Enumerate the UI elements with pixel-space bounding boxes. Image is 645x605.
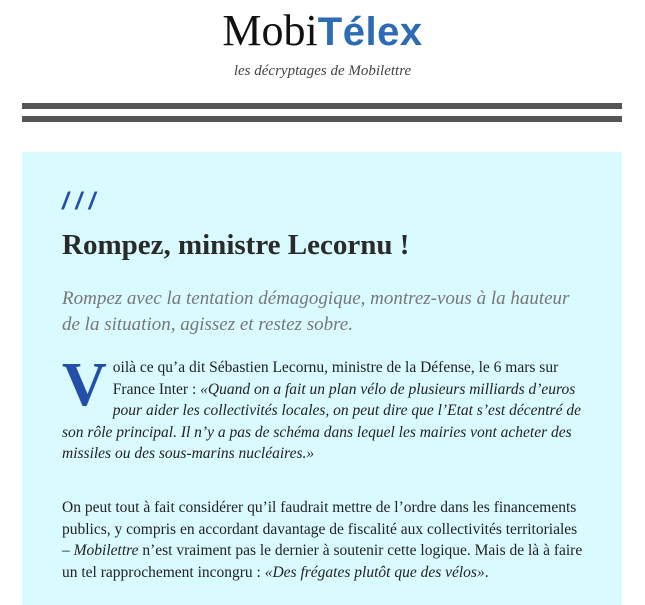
header-divider-bottom bbox=[22, 116, 622, 122]
article-lede: Rompez avec la tentation démagogique, montrez-vous à la hauteur de la situation, agissez et restez sobre. bbox=[62, 288, 570, 335]
article-paragraph-2 bbox=[62, 497, 587, 583]
paragraph-1-quote: «Quand on a fait un plan vélo de plusieurs milliards d’euros pour aider les collectivités locales, on peut dire que l’Etat s’est décentré de son rôle principal. Il n’y a pas de schéma dans lequel les mairies vont acheter des missiles ou des sous-marins nucléaires.» bbox=[62, 380, 581, 462]
paragraph-2-text-a: On peut tout à fait considérer qu’il faudrait mettre de l’ordre dans les financements publics, y compris en accordant davantage de fiscalité aux collectivités territoriales – bbox=[62, 499, 578, 559]
paragraph-2-text-b: n’est vraiment pas le dernier à soutenir cette logique. Mais de là à faire un tel rapprochement incongru : bbox=[62, 542, 583, 581]
article-paragraph-1 bbox=[62, 351, 587, 465]
paragraph-2-brand: Mobilettre bbox=[73, 542, 139, 559]
logo-mobi: Mobi bbox=[222, 6, 318, 55]
paragraph-2-text-c: . bbox=[484, 563, 489, 581]
drop-cap: V bbox=[62, 351, 107, 419]
article-card bbox=[22, 152, 622, 605]
paragraph-1-text: oilà ce qu’a dit Sébastien Lecornu, ministre de la Défense, le 6 mars sur France Inter : bbox=[112, 359, 559, 398]
site-tagline: les décryptages de Mobilettre bbox=[233, 63, 412, 79]
site-logo[interactable] bbox=[0, 8, 645, 55]
logo-telex: Télex bbox=[317, 10, 423, 54]
header-divider-top bbox=[22, 103, 622, 109]
article-title: Rompez, ministre Lecornu ! bbox=[62, 229, 410, 261]
paragraph-2-quote: «Des frégates plutôt que des vélos» bbox=[264, 563, 485, 581]
article-kicker: / / / bbox=[62, 188, 96, 215]
